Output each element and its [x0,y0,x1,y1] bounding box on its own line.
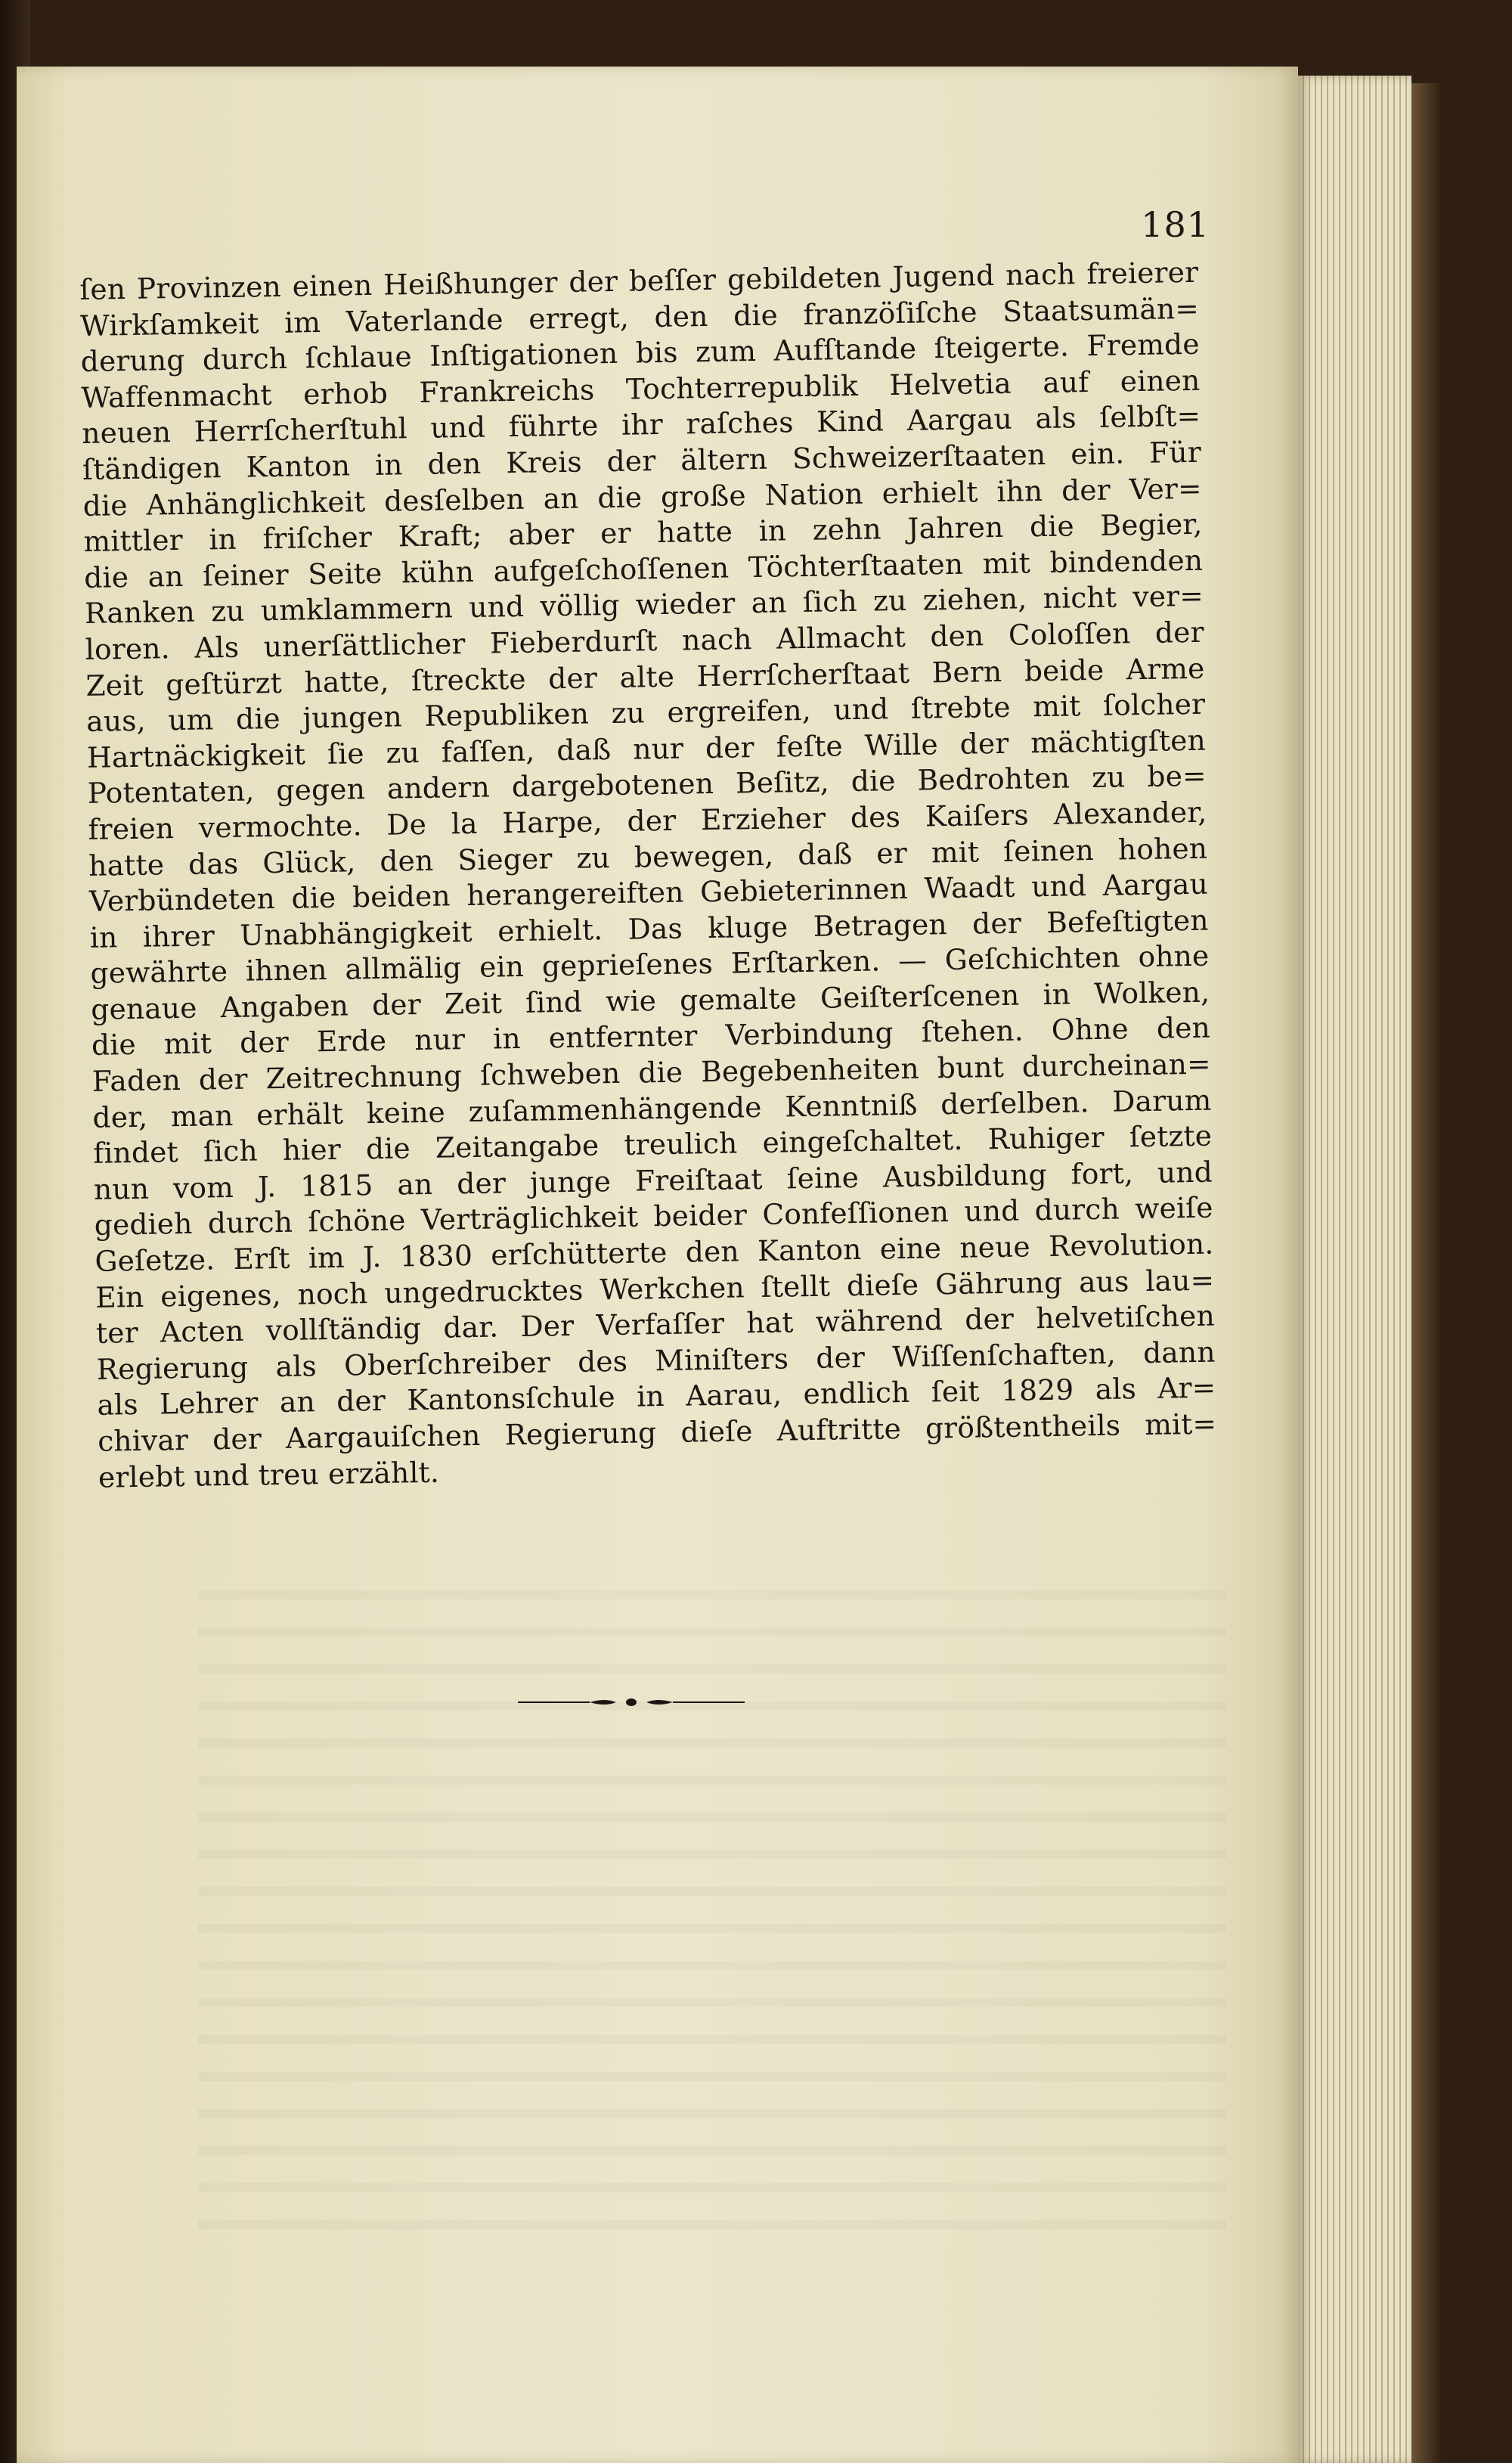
text-line: erlebt und treu erzählt. [98,1455,440,1494]
text-line: aus, um die jungen Republiken zu ergreifen, und ſtrebte mit ſolcher [85,687,1206,739]
text-line: Wirkſamkeit im Vaterlande erregt, den die franzöſiſche Staatsumän= [79,291,1200,343]
text-line: ſtändigen Kanton in den Kreis der ältern Schweizerſtaaten ein. Für [82,435,1202,486]
text-line: in ihrer Unabhängigkeit erhielt. Das kluge Betragen der Befeſtigten [89,903,1209,954]
book-shadow [1411,83,1442,2463]
text-line: der, man erhält keine zuſammenhängende Kenntniß derſelben. Darum [92,1083,1212,1134]
text-line: ſen Provinzen einen Heißhunger der beſſer gebildeten Jugend nach freierer [79,255,1199,306]
text-line: loren. Als unerſättlicher Fieberdurſt nach Allmacht den Coloſſen der [85,615,1204,666]
text-line: Ein eigenes, noch ungedrucktes Werkchen ſtellt dieſe Gährung aus lau= [94,1263,1215,1314]
text-line: freien vermochte. De la Harpe, der Erzieher des Kaiſers Alexander, [88,795,1207,846]
text-line: als Lehrer an der Kantonsſchule in Aarau, endlich ſeit 1829 als Ar= [97,1370,1216,1422]
text-line: Potentaten, gegen andern dargebotenen Beſitz, die Bedrohten zu be= [87,758,1207,811]
text-line: gewährte ihnen allmälig ein geprieſenes Erſtarken. — Geſchichten ohne [90,938,1210,991]
text-line: Regierung als Oberſchreiber des Miniſters der Wiſſenſchaften, dann [96,1335,1216,1386]
text-line: findet ſich hier die Zeitangabe treulich eingeſchaltet. Ruhiger ſetzte [92,1118,1213,1171]
text-line: Zeit geſtürzt hatte, ſtreckte der alte Herrſcherſtaat Bern beide Arme [85,651,1205,703]
text-line: genaue Angaben der Zeit ſind wie gemalte Geiſterſcenen in Wolken, [90,975,1210,1026]
text-line: hatte das Glück, den Sieger zu bewegen, daß er mit ſeinen hohen [88,831,1208,883]
text-line: gedieh durch ſchöne Verträglichkeit beider Confeſſionen und durch weiſe [94,1191,1213,1242]
text-line: Verbündeten die beiden herangereiften Gebieterinnen Waadt und Aargau [88,867,1209,918]
show-through-text [198,1568,1226,2233]
body-text [79,255,1217,1496]
page-number: 181 [1141,204,1210,245]
text-line: Ranken zu umklammern und völlig wieder an ſich zu ziehen, nicht ver= [84,579,1204,631]
text-line: mittler in friſcher Kraft; aber er hatte in zehn Jahren die Begier, [83,507,1203,559]
ornamental-rule-icon [518,1697,745,1708]
text-line: nun vom J. 1815 an der junge Freiſtaat ſeine Ausbildung fort, und [93,1155,1213,1206]
text-line: die mit der Erde nur in entfernter Verbindung ſtehen. Ohne den [91,1011,1211,1062]
page-edges [1298,76,1411,2463]
text-line: Faden der Zeitrechnung ſchweben die Begebenheiten bunt durcheinan= [91,1047,1211,1098]
text-line: chivar der Aargauiſchen Regierung dieſe Auftritte größtentheils mit= [97,1407,1217,1458]
text-line: die Anhänglichkeit desſelben an die große Nation erhielt ihn der Ver= [82,471,1203,523]
text-line: Hartnäckigkeit ſie zu faſſen, daß nur der feſte Wille der mächtigſten [86,723,1207,774]
text-line: derung durch ſchlaue Inſtigationen bis zum Aufſtande ſteigerte. Fremde [80,327,1201,379]
text-line: ter Acten vollſtändig dar. Der Verfaſſer hat während der helvetiſchen [95,1298,1216,1351]
text-line: Geſetze. Erſt im J. 1830 erſchütterte den Kanton eine neue Revolution. [94,1227,1214,1278]
text-line: Waffenmacht erhob Frankreichs Tochterrepublik Helvetia auf einen [81,363,1201,414]
text-line: neuen Herrſcherſtuhl und führte ihr raſches Kind Aargau als ſelbſt= [82,399,1201,451]
text-line: die an ſeiner Seite kühn aufgeſchoſſenen Töchterſtaaten mit bindenden [83,543,1204,594]
